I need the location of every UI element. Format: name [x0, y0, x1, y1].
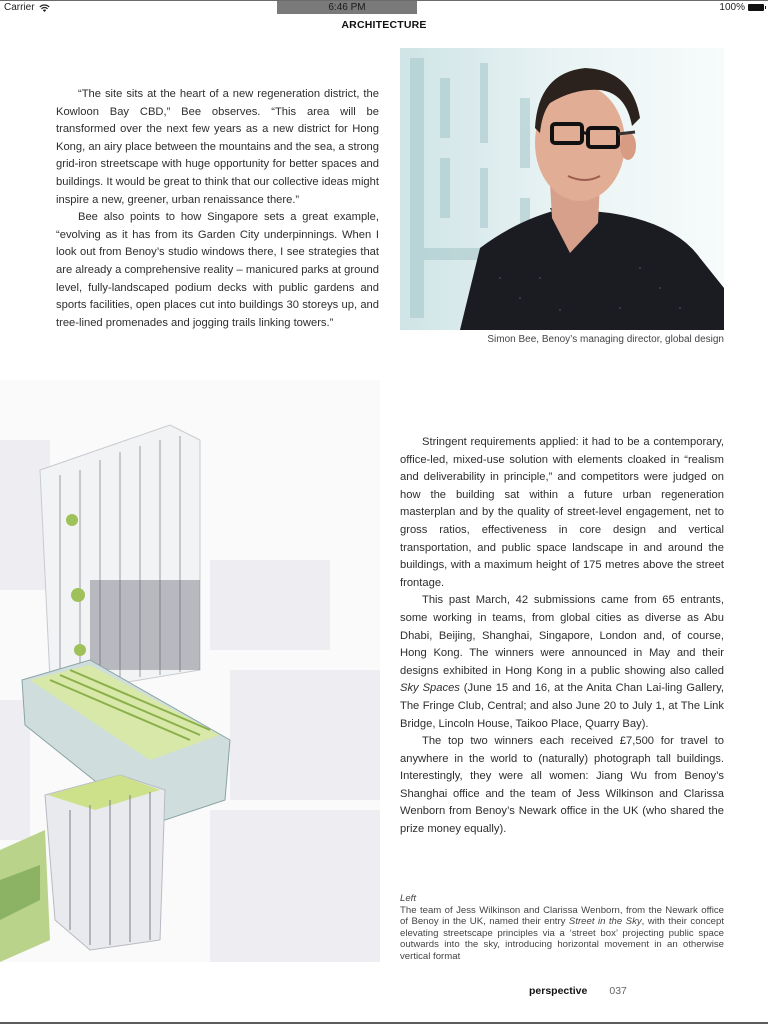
figure-caption [400, 893, 724, 963]
portrait-caption: Simon Bee, Benoy’s managing director, global design [487, 334, 724, 345]
status-bar [0, 0, 768, 15]
wifi-icon [39, 4, 50, 12]
status-right [719, 2, 764, 13]
clock: 6:46 PM [277, 1, 417, 14]
status-left [4, 2, 50, 13]
entry-title: Street in the Sky [568, 916, 642, 928]
portrait-illustration [400, 48, 724, 330]
intro-paragraph-1: “The site sits at the heart of a new regeneration district, the Kowloon Bay CBD,” Bee observes. “This area will be transformed over the next few years as a new district for Hong Kong, an airy place between the mountains and the sea, a strong grid-iron streetscape with huge opportunity for better spaces and buildings. It would be great to think that our collective ideas might inspire a new, greener, urban renaissance there.” [56, 88, 379, 206]
text-span: , with their concept elevating streetscape principles via a ‘street box’ projecting public space outwards into the sky, introducing horizontal movement in an otherwise vertical format [400, 916, 725, 962]
main-paragraph-2 [400, 592, 724, 733]
text-span: This past March, 42 submissions came from 65 entrants, some working in teams, from global cities as diverse as Abu Dhabi, Beijing, Shanghai, Singapore, London and, of course, Hong Kong. The winners were announced in May and their designs exhibited in Hong Kong in a public showing also called [400, 594, 724, 677]
page-number: 037 [609, 985, 627, 997]
intro-paragraph-2: Bee also points to how Singapore sets a great example, “evolving as it has from its Garden City underpinnings. When I look out from Benoy’s studio windows there, I see strategies that are already a comprehensive reality – manicured parks at ground level, fully-landscaped podium decks with public gardens and sports facilities, open places cut into buildings 30 storeys up, and tree-lined promenades and jogging trails linking towers.” [56, 211, 379, 329]
section-title: ARCHITECTURE [341, 19, 427, 31]
page-footer [529, 985, 627, 997]
main-paragraph-3: The top two winners each received £7,500 for travel to anywhere in the world to (naturally) photograph tall buildings. Interestingly, they were all women: Jiang Wu from Benoy’s Shanghai office and the team of Jess Wilkinson and Clarissa Wenborn from Benoy’s Newark office in the UK (who shared the prize money equally). [400, 735, 724, 836]
carrier-label: Carrier [4, 2, 35, 13]
portrait-photo [400, 48, 724, 330]
battery-full-icon [748, 4, 764, 11]
text-span: (June 15 and 16, at the Anita Chan Lai-ling Gallery, The Fringe Club, Central; and also June 20 to July 1, at The Link Bridge, Lincoln House, Taikoo Place, Quarry Bay). [400, 682, 724, 730]
intro-column [56, 86, 379, 332]
magazine-name: perspective [529, 985, 588, 997]
tower-rendering [0, 380, 380, 962]
caption-label: Left [400, 893, 417, 904]
main-paragraph-1: Stringent requirements applied: it had to be a contemporary, office-led, mixed-use solution with elements cloaked in “realism and deliverability in principle,” and competitors were judged on how the building sat within a future urban regeneration masterplan and by the quality of street-level engagement, net to gross ratios, effectiveness in core design and vertical transportation, and public space landscape in and around the buildings, with a maximum height of 175 metres above the street frontage. [400, 436, 724, 589]
text-span: The team of Jess Wilkinson and Clarissa Wenborn, from the Newark office of Benoy in the UK, named their entry [400, 904, 724, 928]
exhibition-title: Sky Spaces [400, 682, 460, 695]
main-column [400, 434, 724, 839]
battery-percent: 100% [719, 2, 745, 13]
tower-illustration [0, 380, 380, 962]
